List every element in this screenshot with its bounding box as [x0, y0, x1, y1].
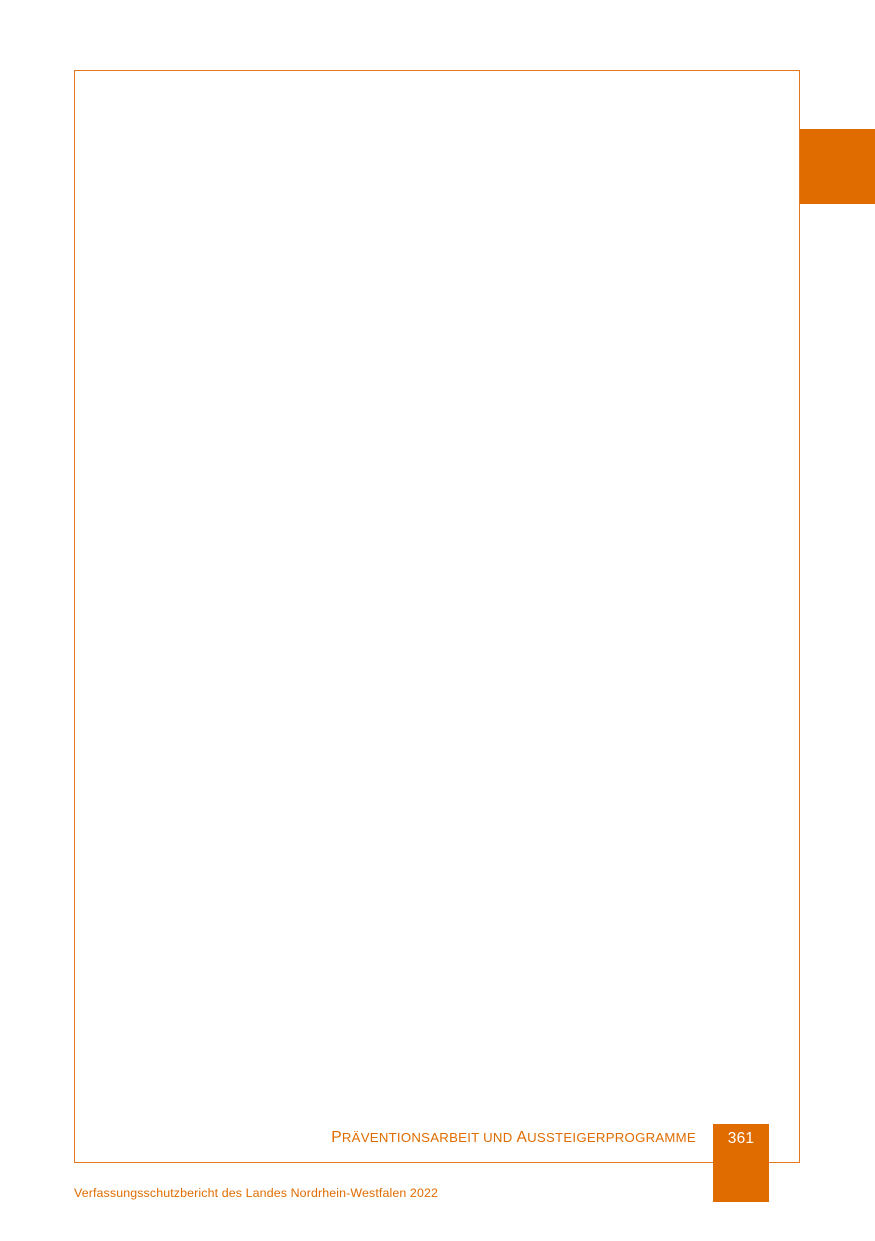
- decorative-edge-tab: [800, 129, 875, 204]
- running-header-text-2: USSTEIGERPROGRAMME: [527, 1130, 696, 1145]
- running-header-cap-2: A: [516, 1129, 528, 1146]
- page-frame: [74, 70, 800, 1163]
- running-header: [104, 1129, 696, 1147]
- running-header-text-1: RÄVENTIONSARBEIT UND: [341, 1130, 517, 1145]
- running-header-cap-1: P: [331, 1129, 342, 1146]
- page-number-block: [713, 1124, 769, 1202]
- page-number: 361: [727, 1130, 755, 1147]
- footer-note: Verfassungsschutzbericht des Landes Nordrhein-Westfalen 2022: [74, 1186, 438, 1200]
